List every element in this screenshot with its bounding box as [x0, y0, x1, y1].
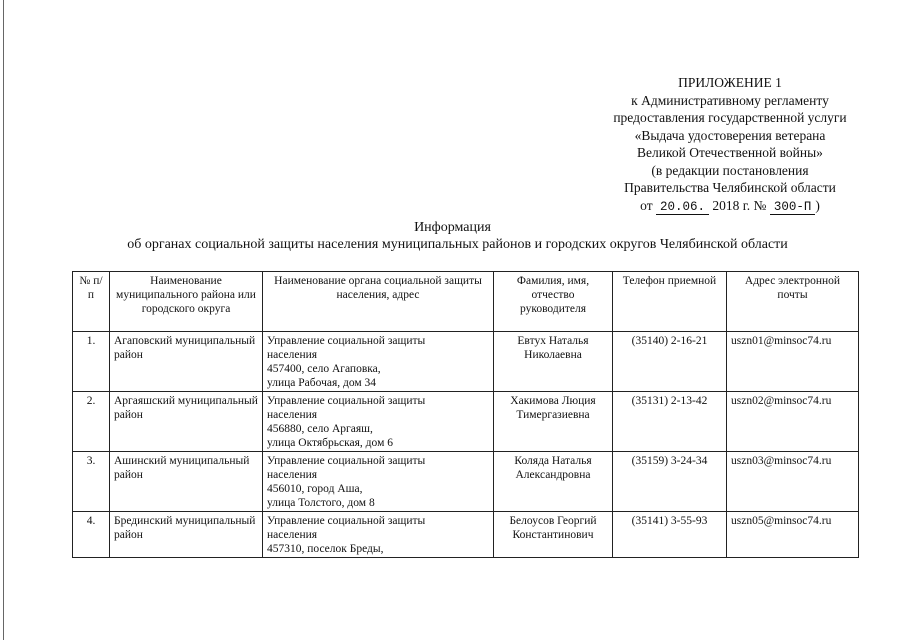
- head-name: Хакимова Люция Тимергазиевна: [494, 392, 613, 452]
- appendix-title: ПРИЛОЖЕНИЕ 1: [678, 75, 782, 90]
- head-name: Коляда Наталья Александровна: [494, 452, 613, 512]
- agency-address: [263, 332, 494, 392]
- agency-address-line: Управление социальной защиты: [267, 515, 426, 527]
- appendix-date-line: [590, 197, 870, 215]
- column-header-district: Наименование муниципального района или городского округа: [110, 272, 263, 332]
- appendix-line: (в редакции постановления: [651, 162, 809, 178]
- appendix-line: Великой Отечественной войны»: [637, 145, 823, 160]
- agency-address-line: населения: [267, 409, 318, 421]
- date-year: 2018 г. №: [712, 197, 767, 213]
- agency-address-line: улица Толстого, дом 8: [267, 497, 375, 509]
- agency-address: [263, 392, 494, 452]
- document-subtitle: об органах социальной защиты населения муниципальных районов и городских округов Челябинской области: [127, 237, 788, 252]
- reception-phone: (35140) 2-16-21: [613, 332, 727, 392]
- appendix-header: [590, 74, 870, 215]
- table-row: [73, 452, 859, 512]
- table-row: [73, 512, 859, 558]
- reception-phone: (35159) 3-24-34: [613, 452, 727, 512]
- table-row: [73, 332, 859, 392]
- agency-address-line: населения: [267, 349, 318, 361]
- column-header-phone: Телефон приемной: [613, 272, 727, 332]
- agency-address-line: улица Рабочая, дом 34: [267, 377, 377, 389]
- email-address: uszn03@minsoc74.ru: [727, 452, 859, 512]
- district-name: Ашинский муниципальный район: [110, 452, 263, 512]
- reception-phone: (35141) 3-55-93: [613, 512, 727, 558]
- column-header-head: Фамилия, имя, отчество руководителя: [494, 272, 613, 332]
- agency-address-line: 457310, поселок Бреды,: [267, 543, 384, 555]
- agency-address-line: улица Октябрьская, дом 6: [267, 437, 393, 449]
- head-name: Евтух Наталья Николаевна: [494, 332, 613, 392]
- agency-address-line: населения: [267, 529, 318, 541]
- table-header-row: [73, 272, 859, 332]
- page-left-edge: [3, 0, 4, 640]
- agency-address-line: 456010, город Аша,: [267, 483, 363, 495]
- agency-address-line: 456880, село Аргаяш,: [267, 423, 373, 435]
- district-name: Брединский муниципальный район: [110, 512, 263, 558]
- row-number: 2.: [73, 392, 110, 452]
- appendix-line: к Административному регламенту: [631, 92, 829, 108]
- date-suffix: ): [815, 197, 820, 213]
- email-address: uszn05@minsoc74.ru: [727, 512, 859, 558]
- agency-address-line: Управление социальной защиты: [267, 335, 426, 347]
- date-value: 20.06.: [656, 201, 709, 215]
- document-title: Информация: [414, 220, 491, 235]
- head-name: Белоусов Георгий Константинович: [494, 512, 613, 558]
- agencies-table: [72, 271, 859, 558]
- email-address: uszn02@minsoc74.ru: [727, 392, 859, 452]
- row-number: 3.: [73, 452, 110, 512]
- agency-address: [263, 452, 494, 512]
- row-number: 4.: [73, 512, 110, 558]
- district-name: Агаповский муниципальный район: [110, 332, 263, 392]
- email-address: uszn01@minsoc74.ru: [727, 332, 859, 392]
- appendix-line: «Выдача удостоверения ветерана: [634, 127, 826, 143]
- agency-address-line: 457400, село Агаповка,: [267, 363, 381, 375]
- column-header-agency: Наименование органа социальной защиты населения, адрес: [263, 272, 494, 332]
- appendix-line: предоставления государственной услуги: [613, 110, 847, 125]
- column-header-number: № п/п: [73, 272, 110, 332]
- row-number: 1.: [73, 332, 110, 392]
- agency-address: [263, 512, 494, 558]
- column-header-email: Адрес электронной почты: [727, 272, 859, 332]
- agency-address-line: Управление социальной защиты: [267, 395, 426, 407]
- date-prefix: от: [640, 197, 653, 213]
- agency-address-line: Управление социальной защиты: [267, 455, 426, 467]
- reception-phone: (35131) 2-13-42: [613, 392, 727, 452]
- agency-address-line: населения: [267, 469, 318, 481]
- decree-number: 300-П: [770, 201, 816, 215]
- district-name: Аргаяшский муниципальный район: [110, 392, 263, 452]
- appendix-line: Правительства Челябинской области: [624, 180, 836, 195]
- table-row: [73, 392, 859, 452]
